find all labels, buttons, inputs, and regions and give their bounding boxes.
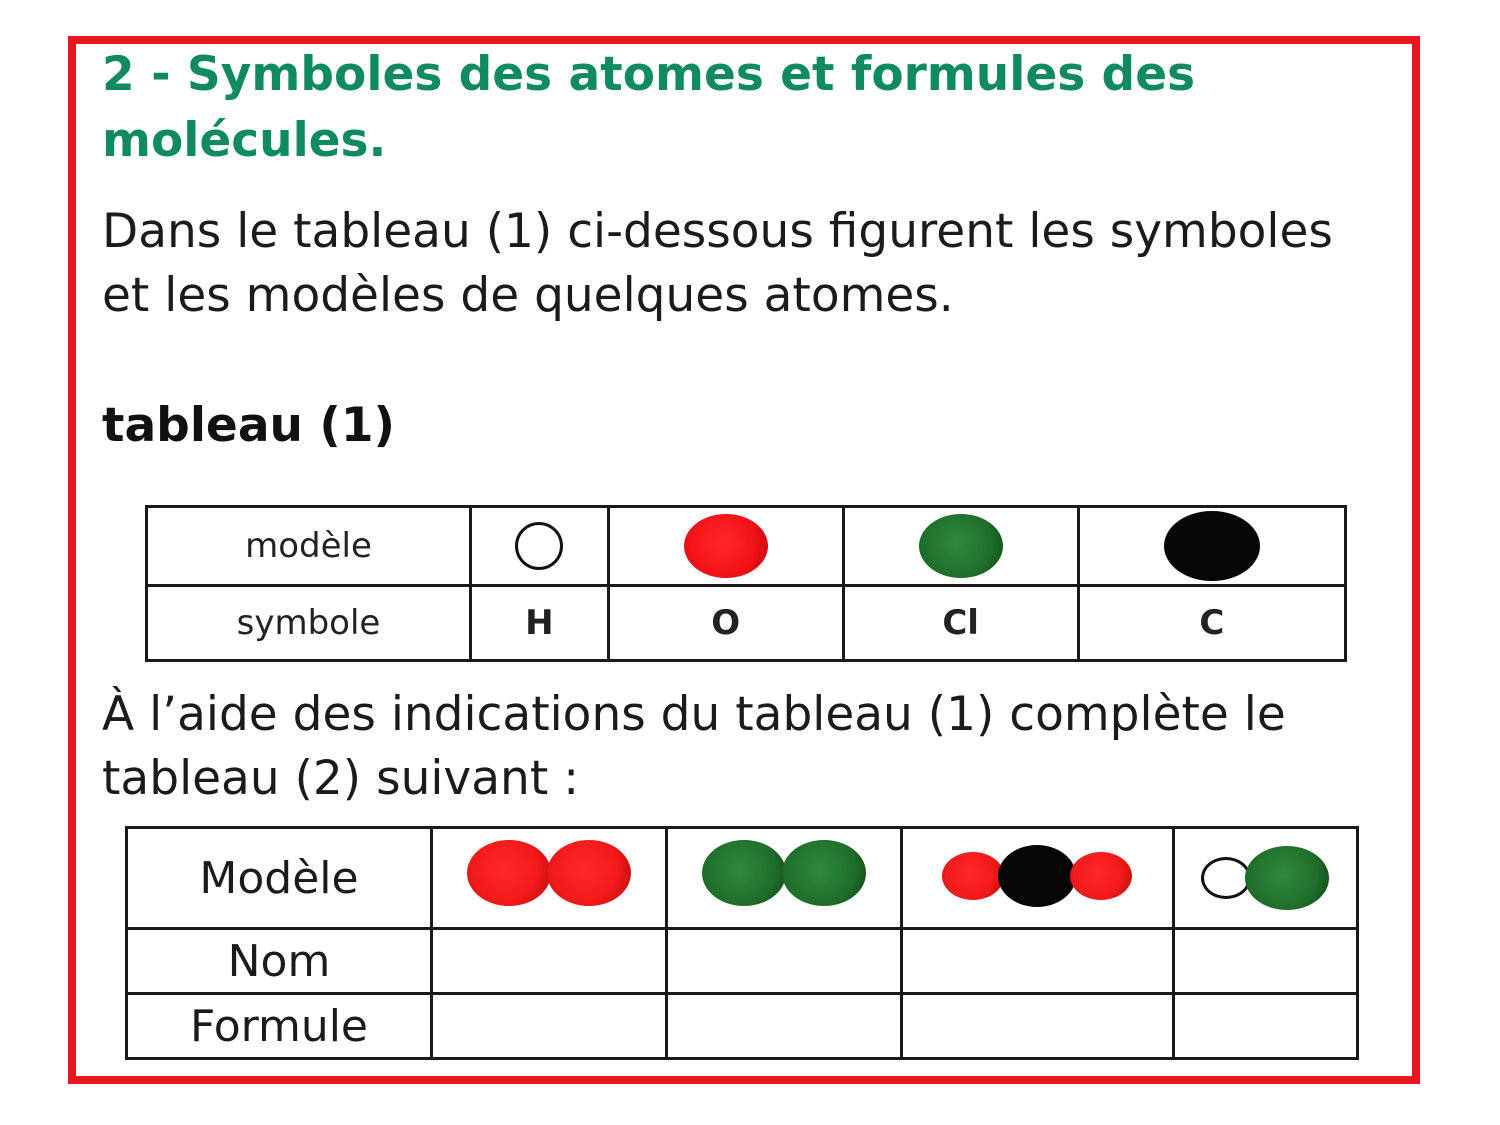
black-atom-icon <box>998 845 1076 907</box>
name-cell-1[interactable] <box>432 929 667 994</box>
name-cell-3[interactable] <box>902 929 1174 994</box>
table2-name-label: Nom <box>127 929 432 994</box>
symbol-o: O <box>608 586 843 661</box>
symbol-h: H <box>471 586 609 661</box>
table1-symbol-row <box>147 586 1346 661</box>
white-atom-icon <box>1201 857 1251 899</box>
table2-molecule-1-model <box>432 828 667 929</box>
name-cell-4[interactable] <box>1173 929 1357 994</box>
white-green-atoms-icon <box>1201 846 1329 910</box>
symbol-cl: Cl <box>843 586 1078 661</box>
black-atom-icon <box>1164 511 1260 581</box>
red-atom-icon <box>684 514 768 578</box>
table2-name-row <box>127 929 1358 994</box>
instruction-paragraph: À l’aide des indications du tableau (1) complète le tableau (2) suivant : <box>102 687 1286 806</box>
table1-cell-cl-model <box>843 507 1078 586</box>
table2-molecule-3-model <box>902 828 1174 929</box>
formula-cell-4[interactable] <box>1173 994 1357 1059</box>
intro-paragraph: Dans le tableau (1) ci-dessous figurent les symboles et les modèles de quelques atomes. <box>102 204 1333 323</box>
table2-molecule-4-model <box>1173 828 1357 929</box>
red-atom-icon <box>1070 852 1132 900</box>
formula-cell-3[interactable] <box>902 994 1174 1059</box>
table1-cell-o-model <box>608 507 843 586</box>
table1-cell-c-model <box>1078 507 1345 586</box>
table2-model-row <box>127 828 1358 929</box>
green-atom-icon <box>1245 846 1329 910</box>
red-atom-icon <box>547 840 631 906</box>
table1-cell-h-model <box>471 507 609 586</box>
red-black-red-atoms-icon <box>942 845 1132 907</box>
table2-formula-label: Formule <box>127 994 432 1059</box>
green-atom-icon <box>919 514 1003 578</box>
section-title: 2 - Symboles des atomes et formules des molécules. <box>102 47 1196 168</box>
table2-molecule-2-model <box>667 828 902 929</box>
two-red-atoms-icon <box>467 840 631 906</box>
red-atom-icon <box>942 852 1004 900</box>
table1-symbol-label: symbole <box>147 586 471 661</box>
table2-formula-row <box>127 994 1358 1059</box>
green-atom-icon <box>782 840 866 906</box>
two-green-atoms-icon <box>702 840 866 906</box>
formula-cell-2[interactable] <box>667 994 902 1059</box>
table1-model-row <box>147 507 1346 586</box>
green-atom-icon <box>702 840 786 906</box>
table1-model-label: modèle <box>147 507 471 586</box>
red-atom-icon <box>467 840 551 906</box>
name-cell-2[interactable] <box>667 929 902 994</box>
white-atom-icon <box>515 522 563 570</box>
molecules-table <box>125 826 1359 1060</box>
table2-model-label: Modèle <box>127 828 432 929</box>
symbol-c: C <box>1078 586 1345 661</box>
table1-caption: tableau (1) <box>102 398 396 453</box>
atoms-table <box>145 505 1347 662</box>
formula-cell-1[interactable] <box>432 994 667 1059</box>
